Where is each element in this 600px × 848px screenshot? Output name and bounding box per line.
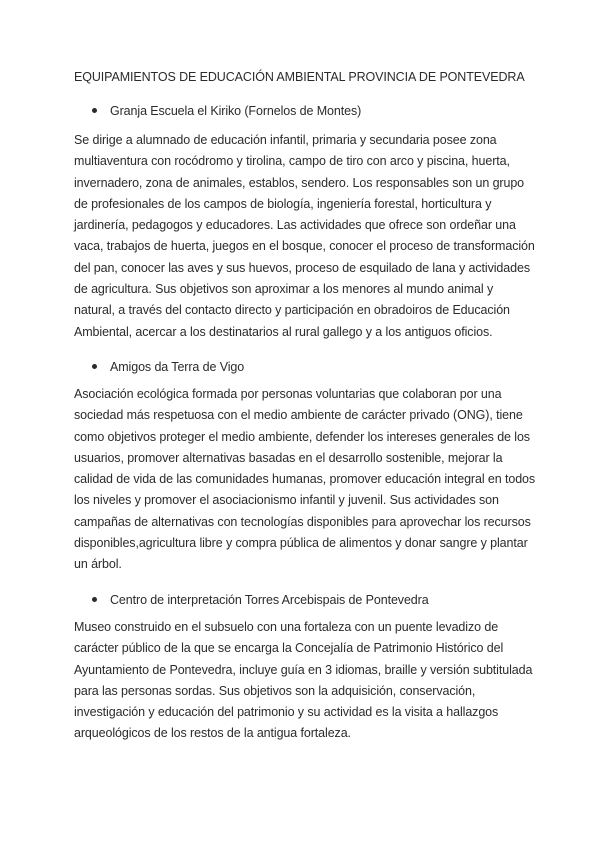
paragraph-line: natural, a través del contacto directo y participación en obradoiros de Educación: [74, 303, 510, 318]
paragraph-line: Se dirige a alumnado de educación infantil, primaria y secundaria posee zona: [74, 133, 497, 147]
paragraph-line: usuarios, promover alternativas basadas en el desarrollo sostenible, mejorar la: [74, 450, 503, 465]
section-heading-torres-arcebispais: Centro de interpretación Torres Arcebispais de Pontevedra: [92, 593, 429, 607]
paragraph-line: investigación y educación del patrimonio y su actividad es la visita a hallazgos: [74, 705, 499, 720]
paragraph-line: un árbol.: [74, 557, 122, 572]
paragraph-line: Asociación ecológica formada por personas voluntarias que colaboran por una: [74, 387, 502, 401]
paragraph-line: de agricultura. Sus objetivos son aproximar a los menores al mundo animal y: [74, 282, 494, 297]
paragraph-line: para las personas sordas. Sus objetivos son la adquisición, conservación,: [74, 683, 476, 698]
bullet-icon: [92, 364, 97, 369]
paragraph-line: calidad de vida de las comunidades humanas, promover educación integral en todos: [74, 472, 536, 487]
paragraph-line: jardinería, pedagogos y educadores. Las actividades que ofrece son ordeñar una: [74, 218, 516, 233]
paragraph-line: los niveles y promover el asociacionismo infantil y juvenil. Sus actividades son: [74, 493, 499, 508]
bullet-icon: [92, 597, 97, 602]
paragraph-line: invernadero, zona de animales, establos, sendero. Los responsables son un grupo: [74, 175, 525, 190]
section-heading-amigos-da-terra: Amigos da Terra de Vigo: [92, 360, 244, 374]
paragraph-line: Ayuntamiento de Pontevedra, incluye guía en 3 idiomas, braille y versión subtitulada: [74, 662, 533, 677]
bullet-icon: [92, 108, 97, 113]
section-paragraph-granja-escuela: [74, 130, 534, 343]
paragraph-line: campañas de alternativas con tecnologías disponibles para aprovechar los recursos: [74, 514, 531, 529]
paragraph-line: disponibles,agricultura libre y compra pública de alimentos y donar sangre y plantar: [74, 536, 528, 551]
paragraph-line: carácter público de la que se encarga la Concejalía de Patrimonio Histórico del: [74, 641, 504, 656]
paragraph-line: multiaventura con rocódromo y tirolina, campo de tiro con arco y piscina, huerta,: [74, 154, 510, 169]
paragraph-line: arqueológicos de los restos de la antigua fortaleza.: [74, 726, 351, 741]
section-paragraph-torres-arcebispais: [74, 617, 534, 745]
paragraph-line: del pan, conocer las aves y sus huevos, proceso de esquilado de lana y actividades: [74, 260, 530, 275]
paragraph-line: vaca, trabajos de huerta, juegos en el bosque, conocer el proceso de transformación: [74, 239, 535, 254]
section-paragraph-amigos-da-terra: [74, 384, 534, 576]
section-heading-granja-escuela: Granja Escuela el Kiriko (Fornelos de Montes): [92, 104, 361, 118]
paragraph-line: Museo construido en el subsuelo con una fortaleza con un puente levadizo de: [74, 620, 499, 634]
document-title: EQUIPAMIENTOS DE EDUCACIÓN AMBIENTAL PROVINCIA DE PONTEVEDRA: [74, 70, 525, 84]
paragraph-line: Ambiental, acercar a los destinatarios al rural gallego y a los antiguos oficios.: [74, 324, 493, 339]
paragraph-line: de profesionales de los campos de biología, ingeniería forestal, horticultura y: [74, 196, 492, 211]
paragraph-line: sociedad más respetuosa con el medio ambiente de carácter privado (ONG), tiene: [74, 408, 523, 423]
paragraph-line: como objetivos proteger el medio ambiente, defender los intereses generales de los: [74, 429, 530, 444]
